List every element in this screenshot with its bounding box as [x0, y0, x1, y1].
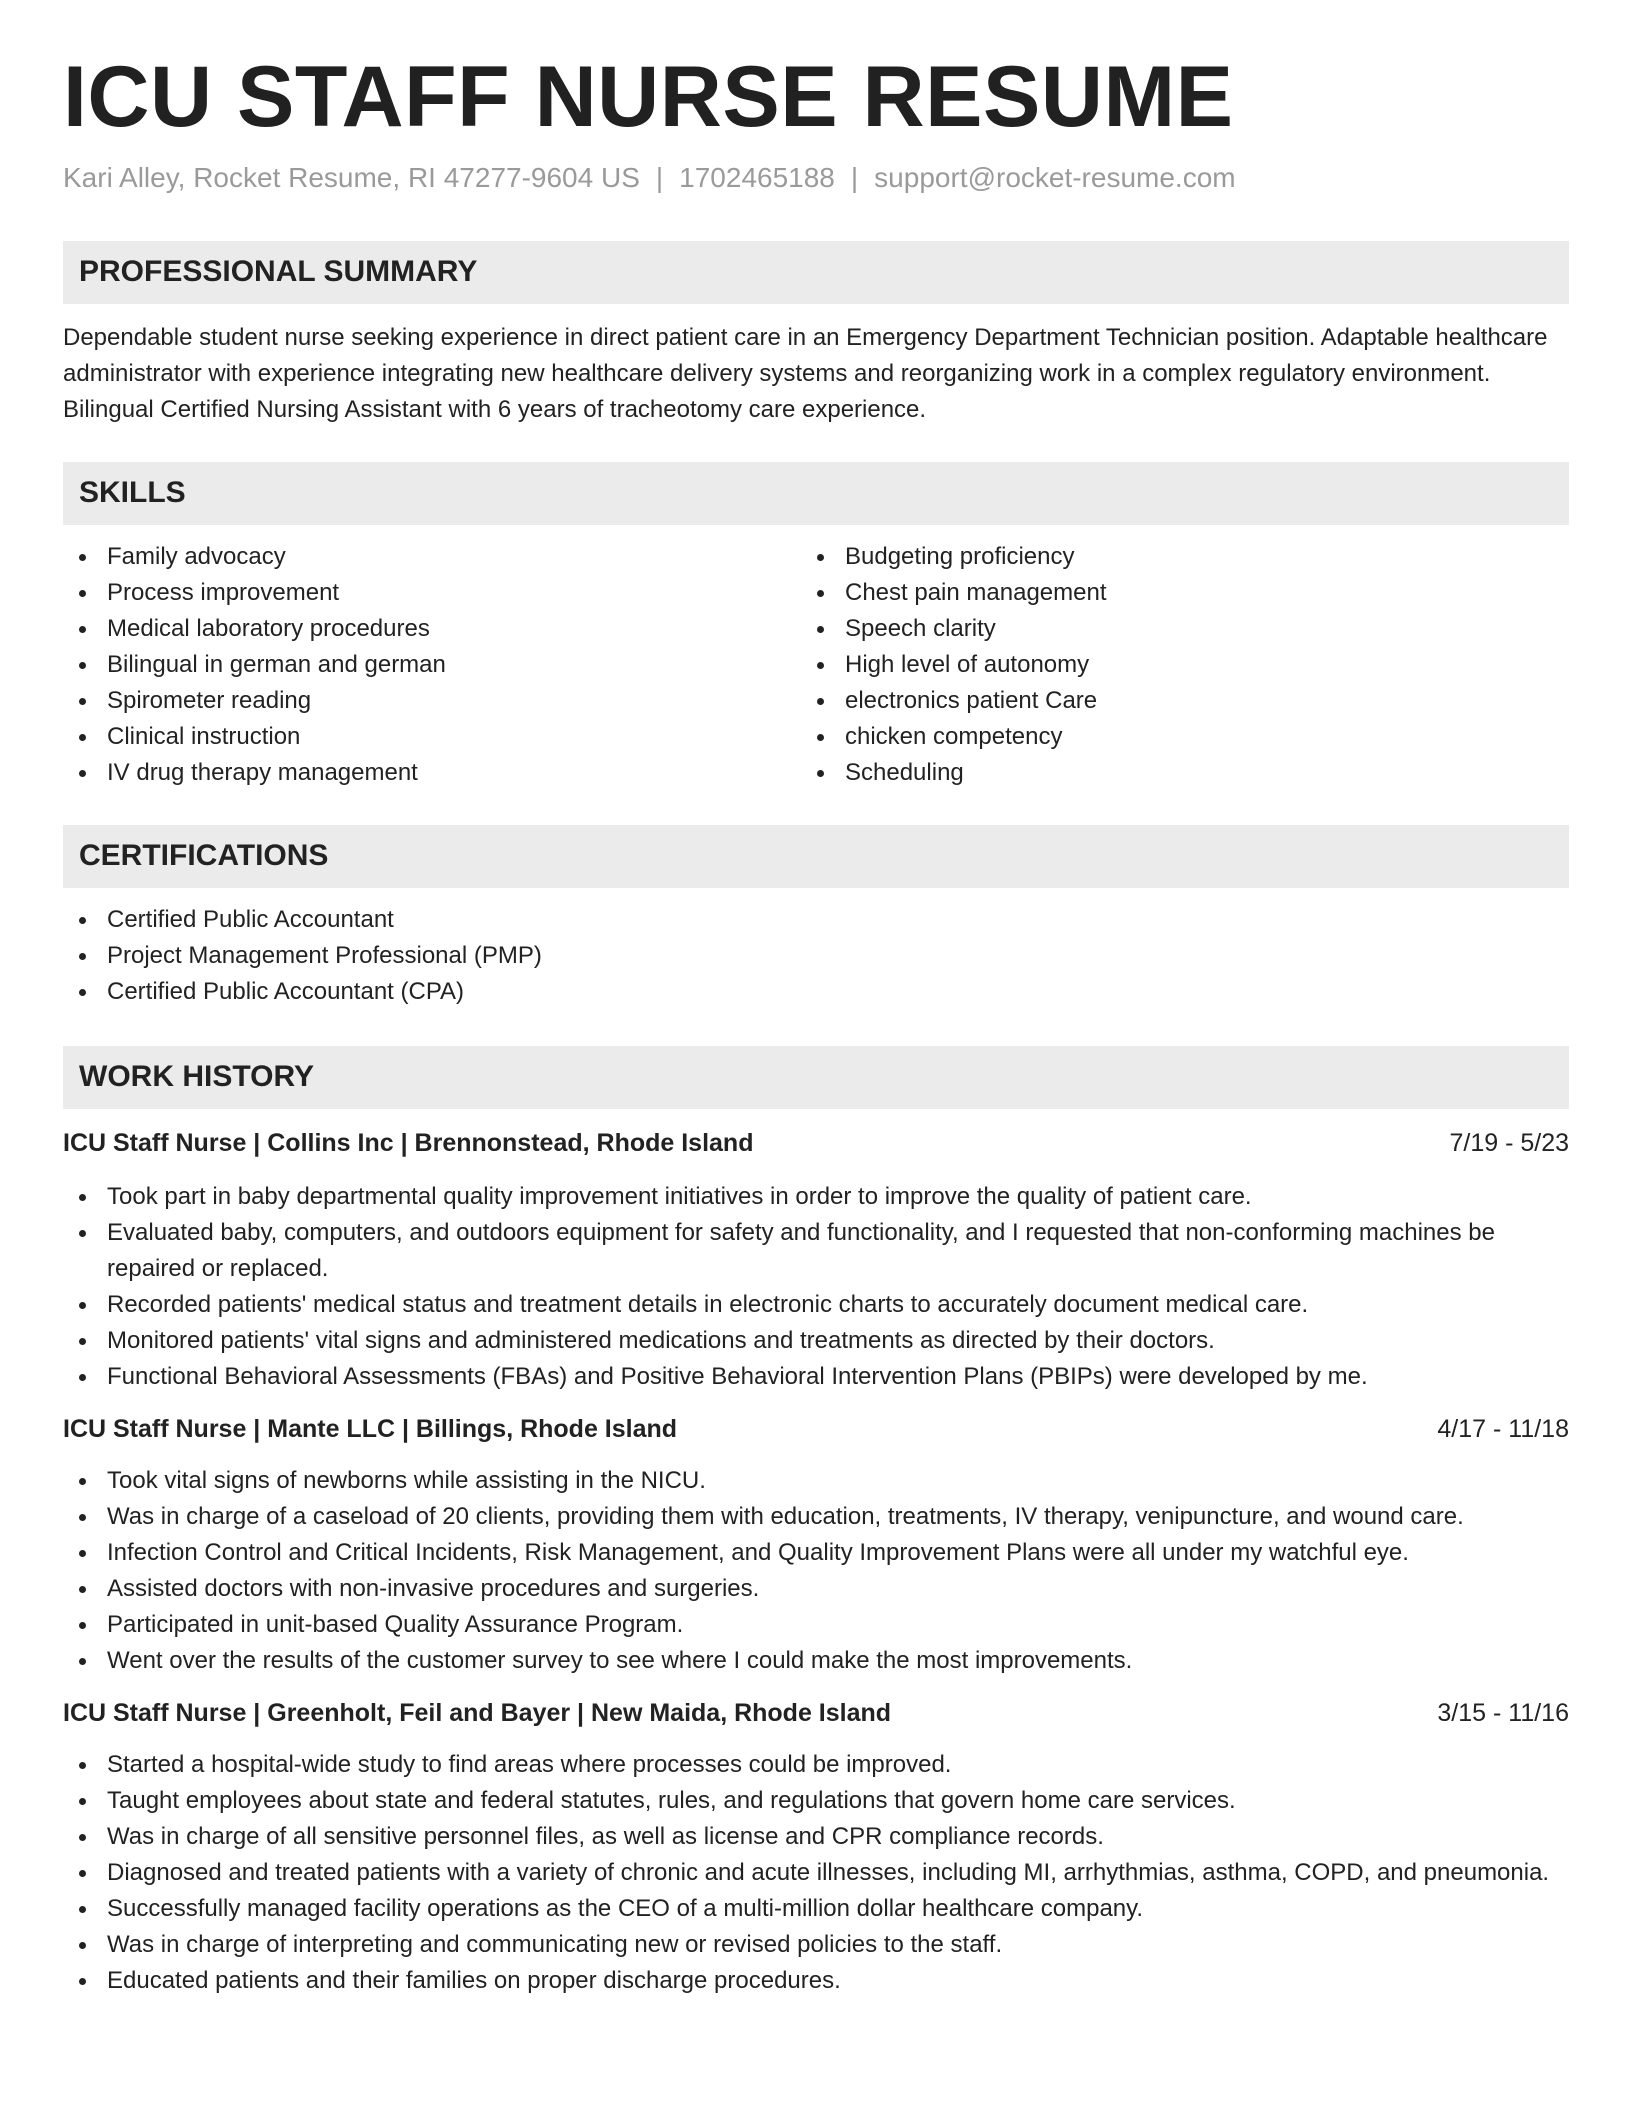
job-title: ICU Staff Nurse | Collins Inc | Brennonstead, Rhode Island	[63, 1128, 754, 1157]
skills-heading: SKILLS	[63, 462, 1569, 525]
contact-phone: 1702465188	[679, 162, 835, 194]
skill-item: Budgeting proficiency	[801, 539, 1539, 575]
job-bullet: Assisted doctors with non-invasive procedures and surgeries.	[63, 1571, 1569, 1607]
job-bullet: Was in charge of all sensitive personnel files, as well as license and CPR compliance records.	[63, 1819, 1569, 1855]
job-bullets	[63, 1747, 1569, 1999]
job-bullet: Took part in baby departmental quality improvement initiatives in order to improve the quality of patient care.	[63, 1179, 1569, 1215]
job-bullet: Educated patients and their families on proper discharge procedures.	[63, 1963, 1569, 1999]
job-title: ICU Staff Nurse | Greenholt, Feil and Bayer | New Maida, Rhode Island	[63, 1698, 892, 1727]
skill-item: Family advocacy	[63, 539, 801, 575]
job-entry	[63, 1125, 1569, 1395]
contact-address: Kari Alley, Rocket Resume, RI 47277-9604 US	[63, 162, 640, 194]
job-bullet: Evaluated baby, computers, and outdoors equipment for safety and functionality, and I requested that non-conforming machines be repaired or replaced.	[63, 1215, 1569, 1287]
summary-text: Dependable student nurse seeking experience in direct patient care in an Emergency Department Technician position. Adaptable healthcare administrator with experience integrating new healthcare delivery systems and reorganizing work in a complex regulatory environment. Bilingual Certified Nursing Assistant with 6 years of tracheotomy care experience.	[63, 323, 1548, 423]
contact-separator: |	[850, 162, 859, 194]
contact-separator: |	[655, 162, 664, 194]
job-title: ICU Staff Nurse | Mante LLC | Billings, Rhode Island	[63, 1414, 678, 1443]
certifications-heading: CERTIFICATIONS	[63, 825, 1569, 888]
job-header	[63, 1695, 1569, 1731]
job-bullet: Successfully managed facility operations as the CEO of a multi-million dollar healthcare company.	[63, 1891, 1569, 1927]
contact-email[interactable]: support@rocket-resume.com	[874, 162, 1236, 194]
job-bullet: Recorded patients' medical status and treatment details in electronic charts to accurately document medical care.	[63, 1287, 1569, 1323]
certification-item: Certified Public Accountant (CPA)	[63, 974, 1569, 1010]
job-bullet: Infection Control and Critical Incidents, Risk Management, and Quality Improvement Plans were all under my watchful eye.	[63, 1535, 1569, 1571]
certification-item: Project Management Professional (PMP)	[63, 938, 1569, 974]
skill-item: Medical laboratory procedures	[63, 611, 801, 647]
job-dates: 3/15 - 11/16	[1437, 1698, 1569, 1727]
skill-item: Process improvement	[63, 575, 801, 611]
summary-section	[63, 241, 1569, 428]
contact-line	[63, 160, 1569, 196]
work-history-section	[63, 1046, 1569, 1999]
job-bullet: Functional Behavioral Assessments (FBAs) and Positive Behavioral Intervention Plans (PBIPs) were developed by me.	[63, 1359, 1569, 1395]
job-bullets	[63, 1463, 1569, 1679]
resume-title: ICU STAFF NURSE RESUME	[63, 49, 1234, 145]
skill-item: electronics patient Care	[801, 683, 1539, 719]
job-dates: 7/19 - 5/23	[1449, 1128, 1569, 1157]
certifications-list	[63, 902, 1569, 1010]
skills-list-left	[63, 539, 801, 791]
skill-item: Scheduling	[801, 755, 1539, 791]
skill-item: Speech clarity	[801, 611, 1539, 647]
job-bullet: Participated in unit-based Quality Assurance Program.	[63, 1607, 1569, 1643]
job-entry	[63, 1695, 1569, 1999]
job-dates: 4/17 - 11/18	[1437, 1414, 1569, 1443]
summary-heading: PROFESSIONAL SUMMARY	[63, 241, 1569, 304]
skill-item: Bilingual in german and german	[63, 647, 801, 683]
job-header	[63, 1125, 1569, 1161]
job-bullet: Started a hospital-wide study to find areas where processes could be improved.	[63, 1747, 1569, 1783]
certification-item: Certified Public Accountant	[63, 902, 1569, 938]
job-bullet: Diagnosed and treated patients with a variety of chronic and acute illnesses, including MI, arrhythmias, asthma, COPD, and pneumonia.	[63, 1855, 1569, 1891]
skills-section	[63, 462, 1569, 791]
job-bullet: Went over the results of the customer survey to see where I could make the most improvements.	[63, 1643, 1569, 1679]
skills-grid	[63, 539, 1569, 791]
work-history-heading: WORK HISTORY	[63, 1046, 1569, 1109]
job-bullets	[63, 1179, 1569, 1395]
skill-item: chicken competency	[801, 719, 1539, 755]
job-bullet: Was in charge of a caseload of 20 clients, providing them with education, treatments, IV therapy, venipuncture, and wound care.	[63, 1499, 1569, 1535]
certifications-section	[63, 825, 1569, 1010]
job-bullet: Monitored patients' vital signs and administered medications and treatments as directed by their doctors.	[63, 1323, 1569, 1359]
job-bullet: Taught employees about state and federal statutes, rules, and regulations that govern home care services.	[63, 1783, 1569, 1819]
skills-list-right	[801, 539, 1539, 791]
job-bullet: Was in charge of interpreting and communicating new or revised policies to the staff.	[63, 1927, 1569, 1963]
skill-item: IV drug therapy management	[63, 755, 801, 791]
skill-item: Spirometer reading	[63, 683, 801, 719]
job-header	[63, 1411, 1569, 1447]
job-entry	[63, 1411, 1569, 1679]
skill-item: High level of autonomy	[801, 647, 1539, 683]
job-bullet: Took vital signs of newborns while assisting in the NICU.	[63, 1463, 1569, 1499]
skill-item: Clinical instruction	[63, 719, 801, 755]
skill-item: Chest pain management	[801, 575, 1539, 611]
